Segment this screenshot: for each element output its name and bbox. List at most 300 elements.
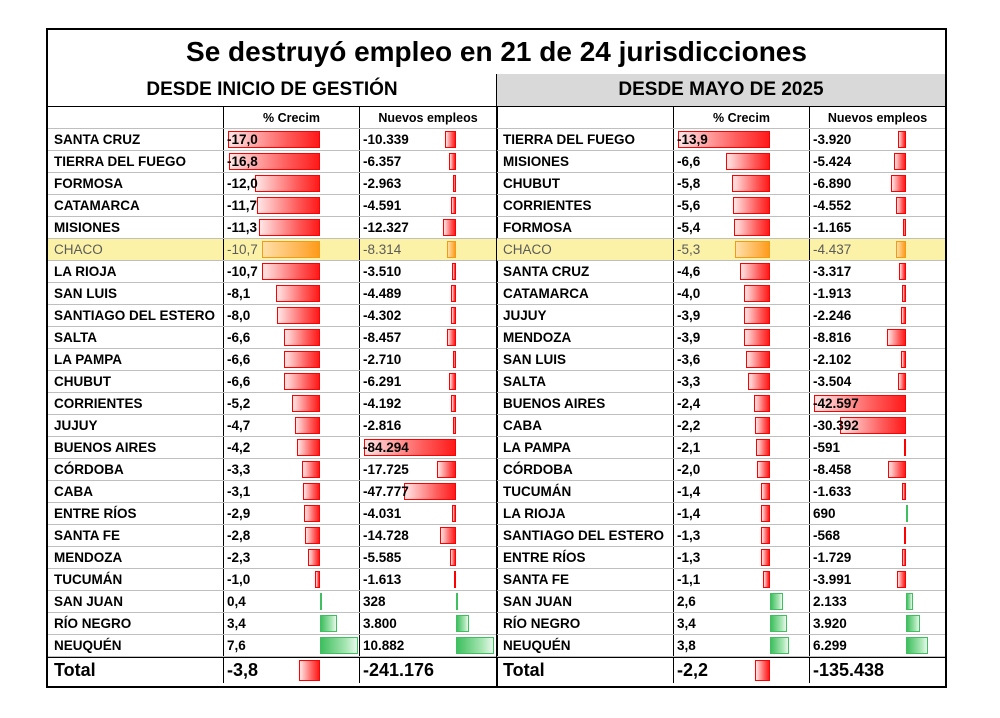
jurisdiction-name-value: FORMOSA [54, 176, 123, 191]
jurisdiction-name-value: BUENOS AIRES [503, 396, 606, 411]
pct-growth-bar [770, 593, 783, 610]
jurisdiction-name-value: BUENOS AIRES [54, 440, 157, 455]
new-jobs-bar [903, 219, 906, 236]
pct-growth-cell [674, 151, 810, 172]
jurisdiction-name-value: NEUQUÉN [54, 638, 122, 653]
jurisdiction-name [497, 569, 674, 590]
pct-growth-cell [224, 459, 360, 480]
jurisdiction-name-value: CHACO [503, 242, 552, 257]
jurisdiction-name [48, 129, 224, 150]
table-row [48, 569, 496, 591]
new-jobs-bar [440, 527, 456, 544]
pct-growth-cell [674, 283, 810, 304]
pct-growth-bar [763, 571, 770, 588]
pct-growth-bar [304, 505, 320, 522]
jurisdiction-name [48, 239, 224, 260]
pct-growth-cell-value: -10,7 [227, 264, 258, 279]
jurisdiction-name-value: JUJUY [54, 418, 98, 433]
jurisdiction-name [497, 503, 674, 524]
new-jobs-cell-value: -1.633 [813, 484, 852, 499]
total-new-cell-value: -241.176 [363, 660, 435, 680]
jurisdiction-name [48, 415, 224, 436]
jurisdiction-name-value: RÍO NEGRO [503, 616, 581, 631]
new-jobs-bar [453, 417, 456, 434]
table-row [48, 261, 496, 283]
new-jobs-cell-value: -47.777 [363, 484, 409, 499]
pct-growth-cell-value: -6,6 [227, 330, 251, 345]
new-jobs-cell [360, 283, 496, 304]
pct-growth-cell [224, 591, 360, 612]
new-jobs-cell-value: 2.133 [813, 594, 847, 609]
pct-growth-cell-value: -12,0 [227, 176, 258, 191]
pct-growth-bar [726, 153, 770, 170]
jurisdiction-name-value: SAN JUAN [503, 594, 573, 609]
new-jobs-cell [360, 591, 496, 612]
table-row [48, 129, 496, 151]
new-jobs-cell-value: -12.327 [363, 220, 409, 235]
new-jobs-cell-value: -1.613 [363, 572, 402, 587]
jurisdiction-name-value: SAN JUAN [54, 594, 124, 609]
new-jobs-cell [360, 547, 496, 568]
new-jobs-cell [810, 437, 945, 458]
table-row [48, 283, 496, 305]
table-row [497, 173, 945, 195]
pct-growth-bar [262, 263, 320, 280]
jurisdiction-name [48, 569, 224, 590]
jurisdiction-name-value: LA RIOJA [54, 264, 117, 279]
new-jobs-bar [451, 285, 456, 302]
new-jobs-bar [445, 131, 456, 148]
jurisdiction-name [48, 459, 224, 480]
pct-growth-cell [224, 283, 360, 304]
new-jobs-cell-value: -8.816 [813, 330, 852, 345]
new-jobs-bar [904, 527, 906, 544]
jurisdiction-name [48, 173, 224, 194]
total-new-cell [810, 658, 945, 683]
jurisdiction-name-value: MENDOZA [503, 330, 572, 345]
table-row [497, 613, 945, 635]
pct-growth-cell [674, 415, 810, 436]
pct-growth-cell [224, 305, 360, 326]
jurisdiction-name-value: SANTA FE [503, 572, 569, 587]
table-row [48, 481, 496, 503]
new-jobs-bar [896, 241, 906, 258]
new-jobs-bar [452, 263, 456, 280]
pct-growth-cell [674, 173, 810, 194]
pct-growth-cell-value: -5,2 [227, 396, 251, 411]
jurisdiction-name-value: CABA [54, 484, 93, 499]
pct-growth-cell [224, 327, 360, 348]
pct-growth-bar [744, 285, 770, 302]
jurisdiction-name [497, 481, 674, 502]
pct-growth-bar [308, 549, 320, 566]
column-header-row [497, 107, 945, 129]
table-row [497, 283, 945, 305]
jurisdiction-name [48, 547, 224, 568]
jurisdiction-name [497, 371, 674, 392]
new-jobs-bar [449, 373, 456, 390]
jurisdiction-name [497, 459, 674, 480]
panel-since-may-2025 [497, 74, 945, 683]
pct-growth-bar [320, 637, 358, 654]
pct-growth-bar [292, 395, 320, 412]
jurisdiction-name [497, 547, 674, 568]
pct-growth-cell-value: -5,3 [677, 242, 701, 257]
new-jobs-cell [810, 481, 945, 502]
column-header-pct: % Crecim [674, 107, 810, 128]
pct-growth-cell-value: -4,2 [227, 440, 251, 455]
jurisdiction-name [48, 613, 224, 634]
new-jobs-cell [360, 327, 496, 348]
new-jobs-cell-value: -3.991 [813, 572, 852, 587]
new-jobs-cell [810, 327, 945, 348]
jurisdiction-name [48, 525, 224, 546]
jurisdiction-name-value: SAN LUIS [54, 286, 118, 301]
pct-growth-cell-value: -13,9 [677, 132, 708, 147]
jurisdiction-name [48, 437, 224, 458]
panel-header: DESDE INICIO DE GESTIÓN [48, 74, 496, 107]
new-jobs-bar [450, 549, 456, 566]
table-row-highlighted [497, 239, 945, 261]
pct-growth-cell [224, 437, 360, 458]
new-jobs-bar [443, 219, 456, 236]
table-row [48, 349, 496, 371]
new-jobs-bar [898, 373, 906, 390]
new-jobs-cell-value: -2.102 [813, 352, 852, 367]
table-row [48, 151, 496, 173]
pct-growth-bar [302, 461, 320, 478]
new-jobs-cell [810, 635, 945, 656]
pct-growth-cell [224, 349, 360, 370]
jurisdiction-name [497, 437, 674, 458]
jurisdiction-name [48, 349, 224, 370]
new-jobs-cell [360, 261, 496, 282]
pct-growth-bar [284, 373, 320, 390]
column-header-name [497, 107, 674, 128]
table-row [48, 437, 496, 459]
pct-growth-cell [674, 481, 810, 502]
new-jobs-bar [902, 549, 906, 566]
new-jobs-cell-value: -10.339 [363, 132, 409, 147]
pct-growth-cell-value: 3,4 [677, 616, 696, 631]
pct-growth-bar [276, 285, 320, 302]
new-jobs-bar [447, 329, 456, 346]
pct-growth-cell [224, 195, 360, 216]
pct-growth-cell-value: -11,3 [227, 220, 258, 235]
jurisdiction-name [497, 173, 674, 194]
new-jobs-cell [360, 305, 496, 326]
table-row [497, 635, 945, 657]
new-jobs-cell-value: -8.314 [363, 242, 402, 257]
pct-growth-cell-value: -6,6 [227, 374, 251, 389]
jurisdiction-name [48, 261, 224, 282]
pct-growth-cell [674, 437, 810, 458]
new-jobs-cell [810, 371, 945, 392]
pct-growth-cell [674, 547, 810, 568]
new-jobs-bar [456, 637, 494, 654]
new-jobs-cell [810, 151, 945, 172]
pct-growth-cell [674, 239, 810, 260]
pct-growth-cell-value: -4,7 [227, 418, 251, 433]
jurisdiction-name-value: MENDOZA [54, 550, 123, 565]
table-row [497, 547, 945, 569]
table-row [497, 591, 945, 613]
new-jobs-cell-value: -4.192 [363, 396, 402, 411]
jurisdiction-name [497, 305, 674, 326]
jurisdiction-name-value: CABA [503, 418, 542, 433]
jurisdiction-name-value: SAN LUIS [503, 352, 567, 367]
jurisdiction-name [48, 393, 224, 414]
new-jobs-bar [906, 505, 908, 522]
new-jobs-cell-value: -2.963 [363, 176, 402, 191]
jurisdiction-name-value: SANTIAGO DEL ESTERO [503, 528, 665, 543]
pct-growth-cell-value: -2,9 [227, 506, 251, 521]
new-jobs-cell-value: -4.031 [363, 506, 402, 521]
table-row [48, 503, 496, 525]
pct-growth-cell-value: -2,1 [677, 440, 701, 455]
table-row [497, 437, 945, 459]
pct-growth-cell [224, 503, 360, 524]
pct-growth-bar [259, 219, 320, 236]
new-jobs-cell [810, 547, 945, 568]
jurisdiction-name [497, 129, 674, 150]
new-jobs-bar [447, 241, 456, 258]
new-jobs-cell [360, 569, 496, 590]
pct-growth-bar [315, 571, 320, 588]
pct-growth-cell [224, 129, 360, 150]
column-header-pct: % Crecim [224, 107, 360, 128]
total-pct-cell [224, 658, 360, 683]
pct-growth-cell-value: -3,9 [677, 308, 701, 323]
pct-growth-cell [224, 371, 360, 392]
jurisdiction-name-value: NEUQUÉN [503, 638, 571, 653]
new-jobs-bar [906, 593, 913, 610]
table-row [48, 591, 496, 613]
new-jobs-cell-value: -2.816 [363, 418, 402, 433]
jurisdiction-name-value: CHACO [54, 242, 103, 257]
new-jobs-bar [456, 593, 458, 610]
pct-growth-cell-value: -3,1 [227, 484, 251, 499]
jurisdiction-name [497, 195, 674, 216]
total-new-cell-value: -135.438 [813, 660, 885, 680]
pct-growth-cell [674, 613, 810, 634]
pct-growth-bar [297, 439, 320, 456]
pct-growth-bar [320, 593, 322, 610]
jurisdiction-name-value: LA RIOJA [503, 506, 566, 521]
new-jobs-bar [888, 461, 906, 478]
new-jobs-cell-value: -2.710 [363, 352, 402, 367]
new-jobs-cell-value: -3.920 [813, 132, 852, 147]
jurisdiction-name [497, 591, 674, 612]
table-row [48, 635, 496, 657]
new-jobs-cell [810, 305, 945, 326]
jurisdiction-name [48, 481, 224, 502]
pct-growth-bar [761, 527, 770, 544]
new-jobs-bar [452, 505, 456, 522]
new-jobs-cell-value: -4.437 [813, 242, 852, 257]
employment-table [46, 28, 947, 688]
jurisdiction-name-value: SANTA CRUZ [54, 132, 141, 147]
pct-growth-cell-value: -17,0 [227, 132, 258, 147]
new-jobs-cell [360, 151, 496, 172]
table-body [48, 129, 496, 683]
pct-growth-bar [262, 241, 320, 258]
panel-since-start [48, 74, 496, 683]
pct-growth-cell-value: -1,3 [677, 550, 701, 565]
column-header-new: Nuevos empleos [827, 110, 928, 125]
table-row [497, 415, 945, 437]
new-jobs-cell-value: -5.585 [363, 550, 402, 565]
jurisdiction-name [497, 349, 674, 370]
pct-growth-bar [732, 175, 770, 192]
jurisdiction-name [497, 415, 674, 436]
table-row [497, 327, 945, 349]
pct-growth-cell [224, 569, 360, 590]
table-row [48, 195, 496, 217]
new-jobs-cell [810, 283, 945, 304]
table-body [497, 129, 945, 683]
pct-growth-cell-value: -5,8 [677, 176, 701, 191]
new-jobs-bar [456, 615, 469, 632]
jurisdiction-name-value: CÓRDOBA [503, 462, 573, 477]
pct-growth-bar [734, 219, 770, 236]
jurisdiction-name-value: SANTIAGO DEL ESTERO [54, 308, 216, 323]
new-jobs-cell [360, 371, 496, 392]
new-jobs-bar [906, 637, 928, 654]
new-jobs-bar [451, 197, 456, 214]
pct-growth-cell [674, 305, 810, 326]
jurisdiction-name-value: CATAMARCA [54, 198, 140, 213]
total-label-value: Total [54, 660, 96, 680]
table-row [497, 151, 945, 173]
pct-growth-cell [674, 503, 810, 524]
new-jobs-cell-value: -1.729 [813, 550, 852, 565]
jurisdiction-name [48, 305, 224, 326]
jurisdiction-name-value: ENTRE RÍOS [503, 550, 586, 565]
pct-growth-cell [674, 635, 810, 656]
new-jobs-bar [899, 263, 906, 280]
new-jobs-cell [360, 481, 496, 502]
new-jobs-bar [891, 175, 906, 192]
table-row-highlighted [48, 239, 496, 261]
jurisdiction-name [48, 371, 224, 392]
total-label-value: Total [503, 660, 545, 680]
pct-growth-bar [754, 395, 770, 412]
table-row [48, 327, 496, 349]
new-jobs-cell [360, 217, 496, 238]
jurisdiction-name [497, 217, 674, 238]
jurisdiction-name-value: ENTRE RÍOS [54, 506, 137, 521]
new-jobs-cell [810, 393, 945, 414]
jurisdiction-name-value: MISIONES [503, 154, 570, 169]
pct-growth-cell [224, 613, 360, 634]
pct-growth-cell-value: -5,6 [677, 198, 701, 213]
jurisdiction-name-value: CHUBUT [54, 374, 111, 389]
pct-growth-cell-value: 3,8 [677, 638, 696, 653]
new-jobs-cell-value: -1.913 [813, 286, 852, 301]
pct-growth-bar [284, 329, 320, 346]
new-jobs-bar [453, 175, 456, 192]
jurisdiction-name-value: CÓRDOBA [54, 462, 124, 477]
new-jobs-cell [360, 129, 496, 150]
jurisdiction-name-value: JUJUY [503, 308, 547, 323]
jurisdiction-name-value: TUCUMÁN [503, 484, 572, 499]
pct-growth-cell [224, 217, 360, 238]
new-jobs-cell-value: -4.552 [813, 198, 852, 213]
pct-growth-cell-value: -3,3 [677, 374, 701, 389]
table-row [497, 217, 945, 239]
pct-growth-cell-value: -2,2 [677, 418, 701, 433]
new-jobs-cell [360, 437, 496, 458]
jurisdiction-name-value: TUCUMÁN [54, 572, 123, 587]
new-jobs-cell [360, 173, 496, 194]
new-jobs-cell-value: -6.357 [363, 154, 402, 169]
jurisdiction-name-value: RÍO NEGRO [54, 616, 132, 631]
table-row [497, 195, 945, 217]
pct-growth-cell-value: -3,9 [677, 330, 701, 345]
pct-growth-cell [674, 393, 810, 414]
column-header-name [48, 107, 224, 128]
pct-growth-cell-value: -2,3 [227, 550, 251, 565]
page-title: Se destruyó empleo en 21 de 24 jurisdicciones [48, 30, 945, 75]
jurisdiction-name-value: CATAMARCA [503, 286, 589, 301]
table-row [48, 217, 496, 239]
pct-growth-bar [761, 483, 770, 500]
total-pct-bar [299, 660, 320, 681]
jurisdiction-name-value: TIERRA DEL FUEGO [503, 132, 636, 147]
pct-growth-cell [674, 129, 810, 150]
jurisdiction-name [497, 393, 674, 414]
jurisdiction-name [497, 283, 674, 304]
new-jobs-cell-value: -3.504 [813, 374, 852, 389]
pct-growth-cell [674, 349, 810, 370]
new-jobs-cell-value: -2.246 [813, 308, 852, 323]
new-jobs-cell [810, 415, 945, 436]
new-jobs-bar [902, 285, 906, 302]
new-jobs-cell-value: -30.392 [813, 418, 859, 433]
jurisdiction-name [48, 195, 224, 216]
pct-growth-cell-value: 0,4 [227, 594, 246, 609]
table-row [497, 525, 945, 547]
pct-growth-cell-value: -2,8 [227, 528, 251, 543]
table-row [48, 525, 496, 547]
table-row [48, 173, 496, 195]
pct-growth-cell [224, 393, 360, 414]
table-row [497, 261, 945, 283]
total-new-cell [360, 658, 496, 683]
new-jobs-cell [810, 349, 945, 370]
jurisdiction-name [497, 327, 674, 348]
jurisdiction-name-value: TIERRA DEL FUEGO [54, 154, 187, 169]
total-pct-bar [755, 660, 770, 681]
pct-growth-bar [770, 637, 789, 654]
pct-growth-cell [224, 481, 360, 502]
pct-growth-cell-value: -1,1 [677, 572, 701, 587]
new-jobs-bar [451, 395, 456, 412]
table-row [48, 547, 496, 569]
jurisdiction-name-value: SANTA CRUZ [503, 264, 590, 279]
table-row [48, 459, 496, 481]
table-row [497, 129, 945, 151]
table-row [497, 371, 945, 393]
pct-growth-cell [224, 547, 360, 568]
total-label [48, 658, 224, 683]
pct-growth-cell [674, 569, 810, 590]
new-jobs-cell [810, 569, 945, 590]
new-jobs-bar [898, 131, 906, 148]
new-jobs-cell [360, 459, 496, 480]
new-jobs-cell [810, 591, 945, 612]
